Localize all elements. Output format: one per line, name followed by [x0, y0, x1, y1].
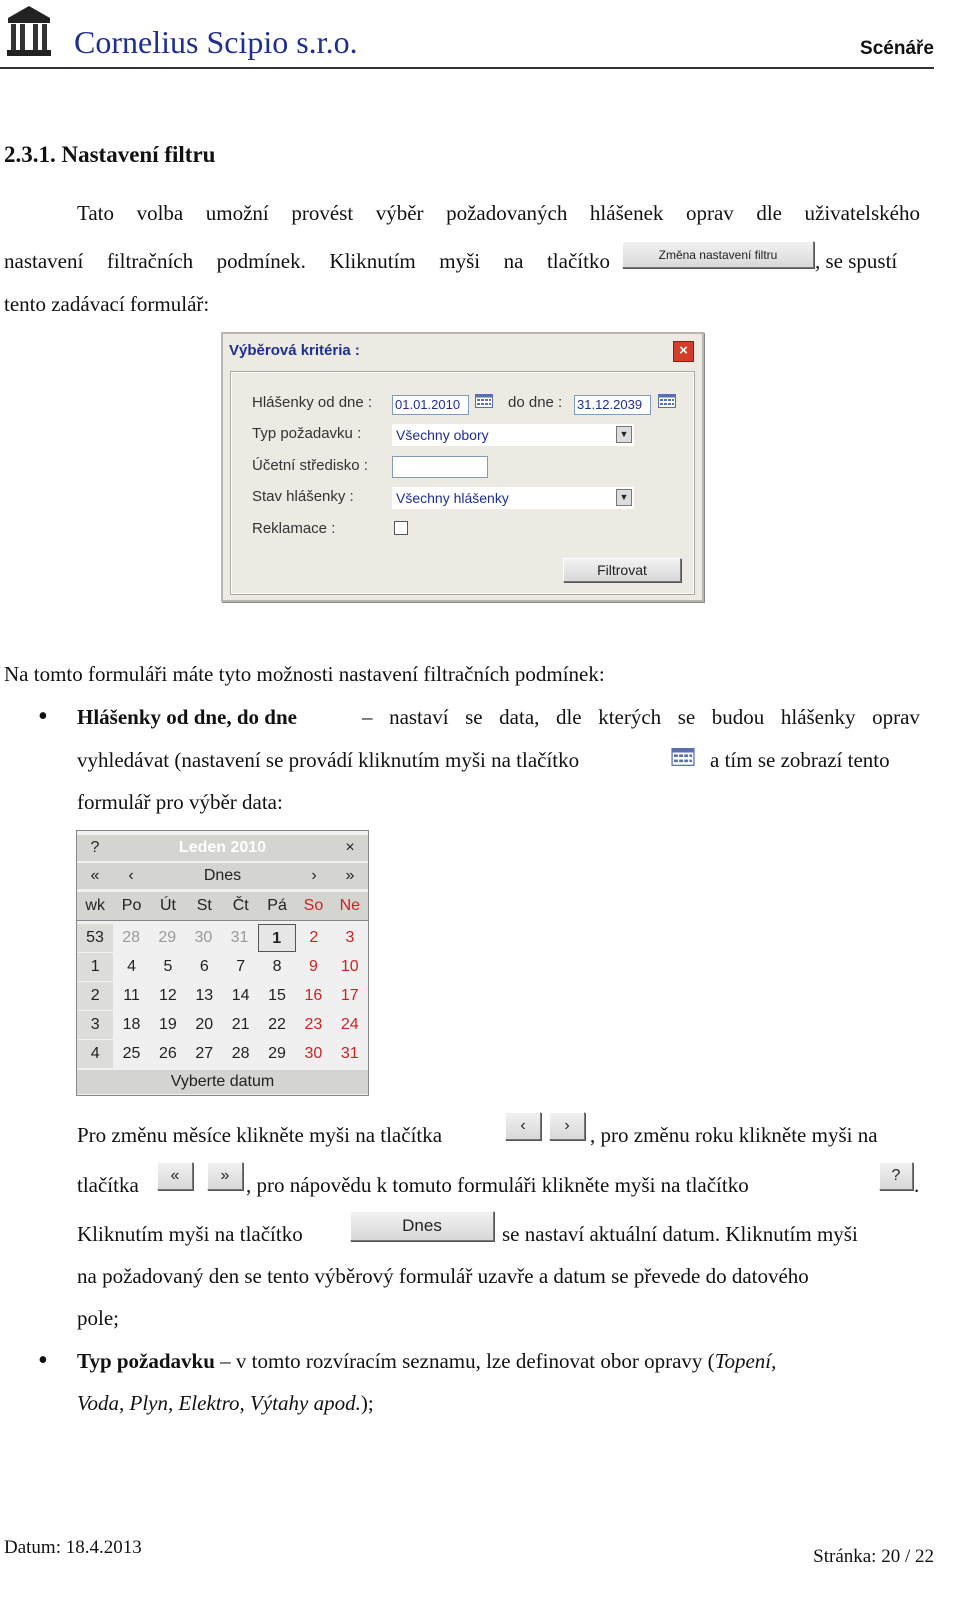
calendar-icon[interactable] [475, 394, 493, 408]
calendar-day-selected[interactable]: 1 [258, 924, 296, 952]
company-logo-icon [6, 4, 52, 58]
word: data, [499, 705, 540, 729]
intro-line-3: tento zadávací formulář: [4, 292, 210, 316]
today-button[interactable]: Dnes [149, 863, 296, 889]
options-intro: Na tomto formuláři máte tyto možnosti nastavení filtračních podmínek: [4, 662, 605, 686]
word: filtračních [106, 249, 194, 273]
calendar-day[interactable]: 7 [236, 958, 246, 975]
word: budou [711, 705, 765, 729]
calendar-day[interactable]: 18 [122, 1016, 141, 1033]
help-line-2c: . [914, 1173, 920, 1197]
word: tlačítko [546, 249, 610, 273]
calendar-day[interactable]: 31 [340, 1045, 359, 1062]
calendar-day[interactable]: 6 [199, 958, 209, 975]
word: nastaví [389, 705, 449, 729]
word: uživatelského [804, 201, 920, 225]
calendar-title-row [77, 835, 368, 861]
weekday-header: Út [150, 892, 186, 920]
word: volba [136, 201, 184, 225]
calendar-day[interactable]: 9 [308, 958, 318, 975]
calendar-day[interactable]: 27 [195, 1045, 214, 1062]
weekday-header: So [295, 892, 331, 920]
word: oprav [872, 705, 920, 729]
word: požadovaných [446, 201, 568, 225]
status-label: Stav hlášenky : [252, 488, 354, 505]
calendar-day[interactable]: 3 [345, 929, 355, 946]
calendar-day[interactable]: 28 [122, 929, 141, 946]
calendar-day[interactable]: 10 [340, 958, 359, 975]
calendar-footer-text: Vyberte datum [77, 1070, 368, 1094]
calendar-day[interactable]: 24 [340, 1016, 359, 1033]
word: na [503, 249, 524, 273]
help-line-3b: se nastaví aktuální datum. Kliknutím myši [502, 1222, 858, 1246]
prev-month-button[interactable]: ‹ [113, 863, 149, 889]
calendar-week-row [77, 953, 368, 981]
request-type-select[interactable] [392, 424, 634, 446]
calendar-footer-row [77, 1070, 368, 1094]
weekday-header: Čt [223, 892, 259, 920]
calendar-day[interactable]: 30 [304, 1045, 323, 1062]
weekday-header: Ne [332, 892, 368, 920]
help-button-image: ? [879, 1162, 913, 1190]
weekday-header: wk [77, 892, 113, 920]
word: se [677, 705, 696, 729]
calendar-day[interactable]: 31 [230, 929, 249, 946]
today-button-image: Dnes [350, 1211, 494, 1241]
word: provést [291, 201, 354, 225]
help-line-5: pole; [77, 1306, 119, 1330]
calendar-day[interactable]: 29 [268, 1045, 286, 1062]
week-number: 2 [77, 982, 113, 1010]
calendar-week-row [77, 924, 368, 952]
help-line-4: na požadovaný den se tento výběrový formulář uzavře a datum se převede do datového [77, 1264, 809, 1288]
status-value: Všechny hlášenky [396, 490, 509, 506]
calendar-day[interactable]: 28 [231, 1045, 250, 1062]
claim-checkbox[interactable] [394, 521, 408, 535]
next-year-button-image: » [207, 1162, 243, 1190]
word: umožní [205, 201, 269, 225]
bullet2-line1 [77, 1339, 776, 1383]
date-picker [76, 830, 369, 1096]
weekday-header: Po [113, 892, 149, 920]
calendar-icon [671, 748, 695, 766]
word: oprav [685, 201, 734, 225]
request-type-label: Typ požadavku : [252, 425, 362, 442]
document-section-label: Scénáře [860, 38, 934, 59]
word: výběr [375, 201, 424, 225]
close-icon[interactable]: × [332, 835, 368, 861]
calendar-day[interactable]: 26 [159, 1045, 177, 1062]
calendar-day[interactable]: 13 [195, 987, 214, 1004]
bullet2-italic-2: Voda, Plyn, Elektro, Výtahy apod. [77, 1391, 361, 1415]
calendar-day[interactable]: 14 [231, 987, 250, 1004]
weekday-header: St [186, 892, 222, 920]
calendar-day[interactable]: 21 [231, 1016, 250, 1033]
calendar-day[interactable]: 29 [158, 929, 177, 946]
word: podmínek. [216, 249, 306, 273]
bullet2-text: – v tomto rozvíracím seznamu, lze definovat obor opravy ( [214, 1349, 715, 1373]
calendar-day[interactable]: 19 [159, 1016, 177, 1033]
word: – [362, 705, 373, 729]
calendar-day[interactable]: 5 [163, 958, 173, 975]
company-name: Cornelius Scipio s.r.o. [74, 24, 358, 60]
calendar-week-row [77, 982, 368, 1010]
bullet2-title: Typ požadavku [77, 1349, 215, 1373]
word: dle [555, 705, 582, 729]
help-button[interactable]: ? [77, 835, 113, 861]
calendar-day[interactable]: 12 [159, 987, 177, 1004]
calendar-week-row [77, 1011, 368, 1039]
prev-year-button[interactable]: « [77, 863, 113, 889]
dialog-title: Výběrová kritéria : [229, 342, 360, 359]
close-icon[interactable]: × [673, 341, 694, 362]
word: kterých [598, 705, 662, 729]
intro-line-1 [77, 191, 920, 235]
word: dle [756, 201, 782, 225]
change-filter-button-image[interactable]: Změna nastavení filtru [622, 241, 814, 268]
bullet-marker: • [38, 1345, 48, 1376]
help-line-1b: , pro změnu roku klikněte myši na [590, 1123, 878, 1147]
weekday-header: Pá [259, 892, 295, 920]
next-year-button[interactable]: » [332, 863, 368, 889]
bullet1-line2-end: a tím se zobrazí tento [710, 748, 890, 772]
calendar-day[interactable]: 16 [304, 987, 323, 1004]
cost-center-label: Účetní středisko : [252, 457, 368, 474]
to-date-input[interactable]: 31.12.2039 [574, 395, 651, 415]
bullet2-italic-1: Topení, [714, 1349, 777, 1373]
prev-month-button-image: ‹ [505, 1112, 541, 1140]
bullet2-end: ); [360, 1391, 374, 1415]
week-number: 3 [77, 1011, 113, 1039]
intro-line-2-end: , se spustí [815, 249, 898, 273]
bullet-marker: • [38, 701, 48, 732]
word: Tato [77, 201, 115, 225]
from-date-input[interactable]: 01.01.2010 [392, 395, 469, 415]
header-divider [0, 67, 934, 69]
cost-center-input[interactable] [392, 456, 488, 478]
week-number: 53 [77, 924, 113, 952]
from-date-label: Hlášenky od dne : [252, 394, 373, 411]
word: Kliknutím [329, 249, 416, 273]
calendar-nav-row [77, 863, 368, 889]
calendar-day[interactable]: 23 [304, 1016, 323, 1033]
calendar-day[interactable]: 8 [272, 958, 282, 975]
word: se [465, 705, 483, 729]
calendar-day[interactable]: 4 [127, 958, 137, 975]
chevron-down-icon[interactable]: ▼ [616, 426, 632, 443]
help-line-2a: tlačítka [77, 1173, 139, 1197]
help-line-2b: , pro nápovědu k tomuto formuláři klikněte myši na tlačítko [246, 1173, 749, 1197]
prev-year-button-image: « [157, 1162, 193, 1190]
calendar-weekday-row [77, 892, 368, 921]
word: myši [439, 249, 481, 273]
week-number: 1 [77, 953, 113, 981]
intro-line-2 [4, 239, 610, 283]
calendar-month-title: Leden 2010 [113, 835, 332, 861]
word: hlášenky [780, 705, 856, 729]
bullet1-line2: vyhledávat (nastavení se provádí kliknutím myši na tlačítko [77, 748, 580, 772]
calendar-icon[interactable] [658, 394, 676, 408]
chevron-down-icon[interactable]: ▼ [616, 489, 632, 506]
help-line-3a: Kliknutím myši na tlačítko [77, 1222, 303, 1246]
filter-dialog [221, 332, 704, 602]
next-month-button-image: › [549, 1112, 585, 1140]
to-date-label: do dne : [508, 394, 563, 411]
footer-date: Datum: 18.4.2013 [4, 1537, 142, 1558]
request-type-value: Všechny obory [396, 427, 489, 443]
bullet1-title: Hlášenky od dne, do dne [77, 705, 297, 729]
status-select[interactable] [392, 487, 634, 509]
week-number: 4 [77, 1040, 113, 1068]
word: nastavení [4, 249, 84, 273]
calendar-day[interactable]: 30 [194, 929, 213, 946]
claim-label: Reklamace : [252, 520, 336, 537]
bullet2-line2 [77, 1381, 374, 1425]
calendar-week-row [77, 1040, 368, 1068]
calendar-day[interactable]: 17 [340, 987, 359, 1004]
filter-button[interactable]: Filtrovat [563, 558, 681, 582]
dialog-body [231, 372, 694, 594]
next-month-button[interactable]: › [296, 863, 332, 889]
calendar-day[interactable]: 20 [195, 1016, 214, 1033]
calendar-day[interactable]: 11 [123, 987, 140, 1004]
bullet1-line1 [362, 695, 920, 739]
help-line-1a: Pro změnu měsíce klikněte myši na tlačítka [77, 1123, 443, 1147]
calendar-day[interactable]: 22 [268, 1016, 286, 1033]
section-heading: 2.3.1. Nastavení filtru [4, 142, 216, 167]
word: hlášenek [589, 201, 664, 225]
calendar-day[interactable]: 2 [309, 929, 319, 946]
bullet1-line3: formulář pro výběr data: [77, 790, 283, 814]
calendar-day[interactable]: 25 [122, 1045, 141, 1062]
footer-page-number: Stránka: 20 / 22 [813, 1546, 934, 1567]
calendar-day[interactable]: 15 [268, 987, 286, 1004]
